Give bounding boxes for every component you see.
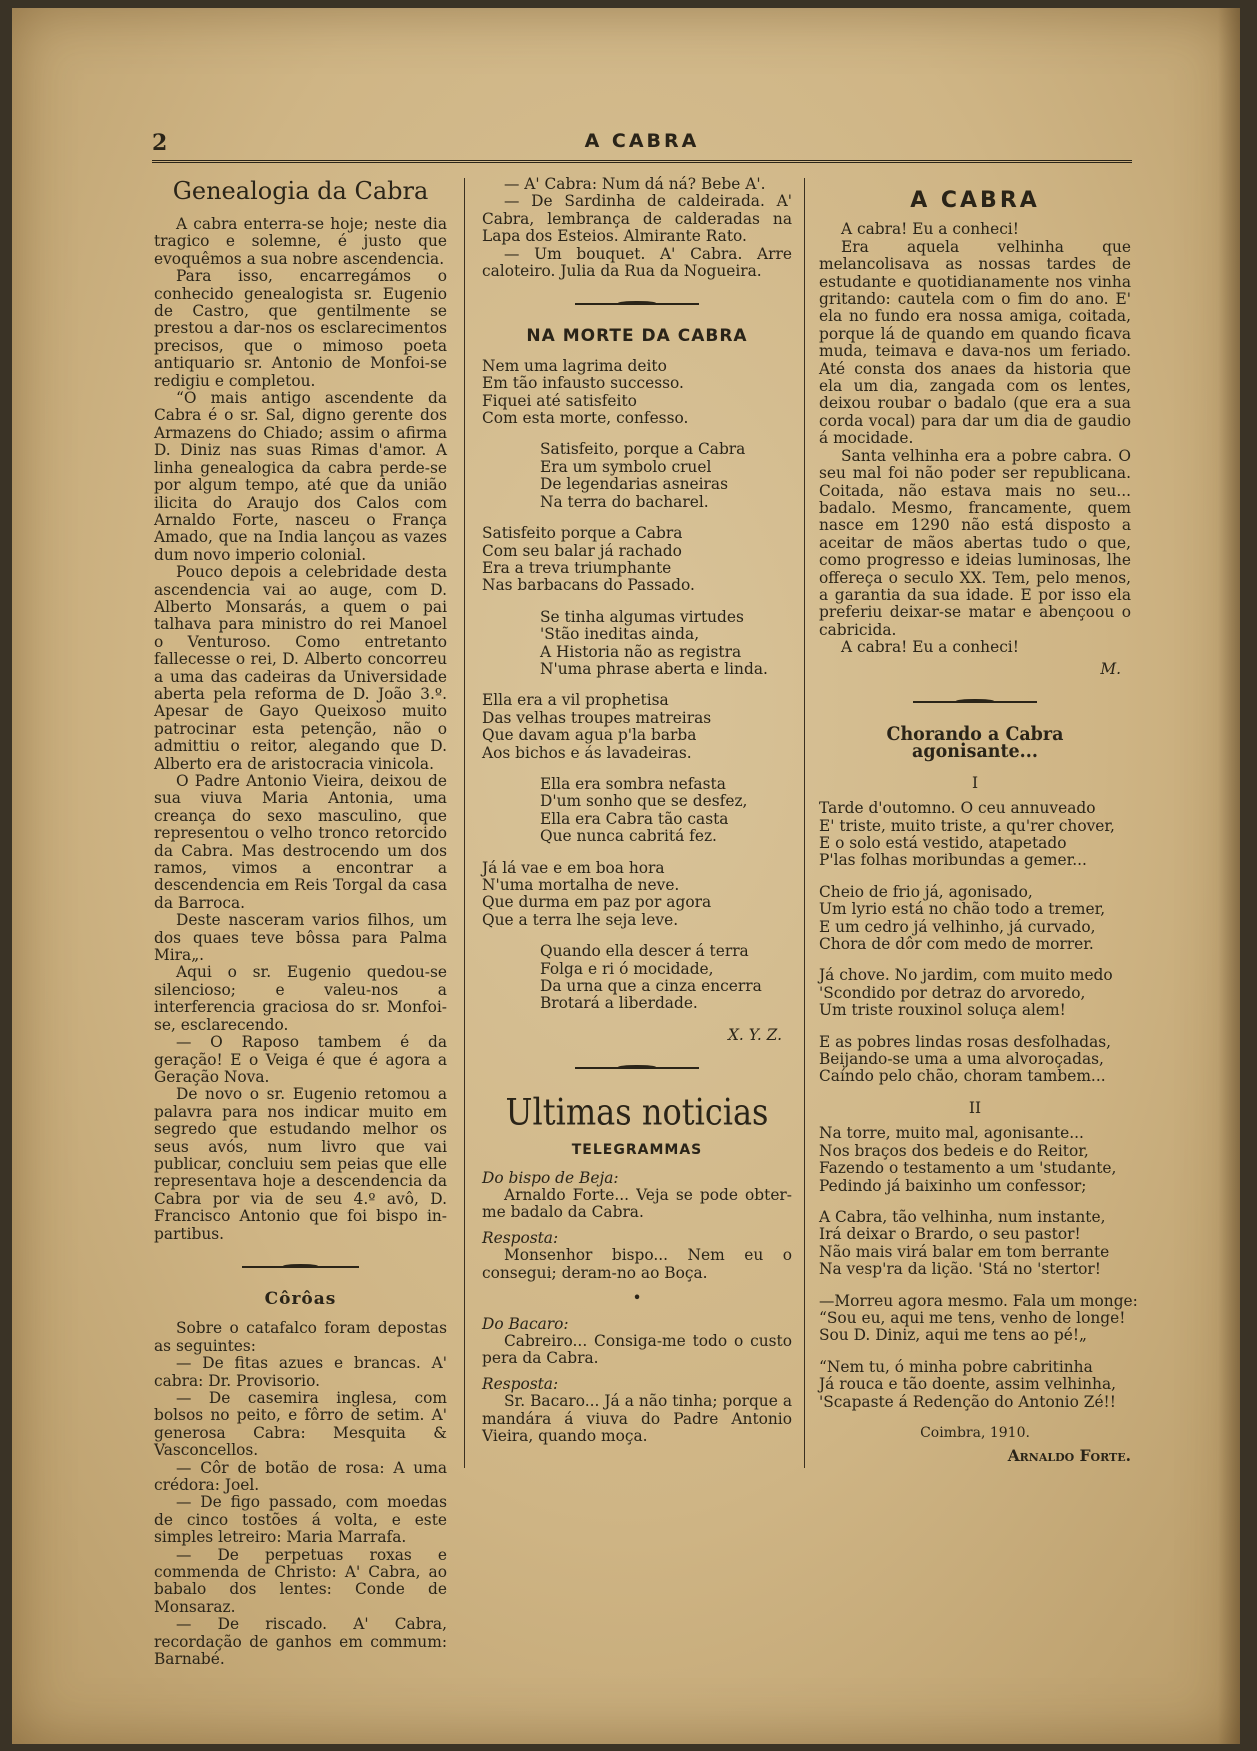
telegram-reply-label: Resposta:	[482, 1228, 559, 1247]
masthead: A CABRA	[584, 130, 700, 152]
poem-author: Arnaldo Forte.	[1007, 1447, 1131, 1466]
stanza	[819, 1034, 1131, 1086]
paragraph: A cabra enterra-se hoje; neste dia tragico e solemne, é justo que evoquêmos a sua nobre ascendencia.	[154, 215, 447, 268]
column-middle	[482, 176, 792, 1445]
telegram-reply: Monsenhor bispo... Nem eu o consegui; deram-no ao Boça.	[482, 1246, 792, 1282]
stanza	[819, 1291, 1138, 1345]
verse-line: 'Scondido por detraz do arvoredo,	[819, 983, 1086, 1002]
stanza	[482, 358, 792, 428]
verse-line: Sou D. Diniz, aqui me tens ao pé!„	[819, 1326, 1087, 1345]
article-signature: M.	[1100, 659, 1121, 678]
a-cabra-title: A CABRA	[910, 188, 1040, 213]
verse-line: E o solo está vestido, atapetado	[819, 834, 1067, 852]
verse-line: Chora de dôr com medo de morrer.	[819, 935, 1094, 954]
column-right	[819, 176, 1138, 1466]
sonnet-two	[819, 1124, 1138, 1411]
stanza	[482, 692, 792, 762]
verse-line: N'uma phrase aberta e linda.	[540, 659, 768, 678]
verse-line: Beijando-se uma a uma alvoroçadas,	[819, 1050, 1104, 1069]
verse-line: Satisfeito porque a Cabra	[482, 524, 683, 543]
section-separator	[482, 298, 792, 310]
coroa-item: — De fitas azues e brancas. A' cabra: Dr. Provisorio.	[154, 1354, 447, 1390]
verse-line: Que durma em paz por agora	[482, 893, 712, 912]
stanza	[819, 1359, 1131, 1411]
verse-line: Em tão infausto successo.	[482, 374, 684, 393]
paragraph: O Padre Antonio Vieira, deixou de sua viuva Maria Antonia, uma creança do sexo masculino, que representou o velho tronco retorcido da Cabra. Mas destrocendo um dos ramos, vimos a encontrar a descendencia em Reis Torgal da casa da Barroca.	[154, 772, 447, 912]
stanza	[482, 776, 792, 846]
verse-line: 'Stão ineditas ainda,	[540, 625, 700, 644]
stanza	[482, 525, 792, 595]
telegram-divider-dot: •	[632, 1289, 642, 1308]
stanza	[819, 1209, 1131, 1279]
coroa-item: — Côr de botão de rosa: A uma crédora: Joel.	[154, 1458, 447, 1495]
verse-line: Que davam agua p'la barba	[482, 726, 697, 745]
verse-line: Irá deixar o Brardo, o seu pastor!	[819, 1225, 1081, 1244]
coroas-continued	[482, 176, 792, 280]
na-morte-title: NA MORTE DA CABRA	[526, 326, 748, 347]
section-separator	[482, 1062, 792, 1074]
genealogia-article	[154, 216, 447, 1243]
sonnet-one	[819, 800, 1131, 1086]
section-separator	[819, 696, 1131, 708]
telegram-text: Cabreiro... Consiga-me todo o custo pera da Cabra.	[482, 1331, 792, 1368]
paragraph: Para isso, encarregámos o conhecido genealogista sr. Eugenio de Castro, que gentilmente se prestou a dar-nos os esclarecimentos precisos, que o mimoso poeta antiquario sr. Antonio de Monfoi-se redigiu e completou.	[154, 267, 447, 390]
paragraph: Aqui o sr. Eugenio quedou-se silencioso; e valeu-nos a interferencia graciosa do sr. Monfoi-se, esclarecendo.	[154, 963, 447, 1034]
verse-line: P'las folhas moribundas a gemer...	[819, 851, 1087, 870]
verse-line: Nem uma lagrima deito	[482, 356, 667, 375]
telegram-1	[482, 1170, 792, 1282]
verse-line: Fazendo o testamento a um 'studante,	[819, 1159, 1117, 1178]
telegrammas-title: TELEGRAMMAS	[571, 1142, 703, 1159]
coroa-item: — De Sardinha de caldeirada. A' Cabra, lembrança de calderadas na Lapa dos Esteios. Almirante Rato.	[482, 192, 792, 246]
telegram-sender: Do Bacaro:	[482, 1314, 569, 1333]
stanza	[819, 800, 1131, 870]
verse-line: E as pobres lindas rosas desfolhadas,	[819, 1032, 1112, 1051]
coroas-list	[154, 1320, 447, 1668]
verse-line: Já lá vae e em boa hora	[482, 858, 665, 877]
verse-line: Tarde d'outomno. O ceu annuveado	[819, 799, 1096, 818]
verse-line: Ella era sombra nefasta	[540, 774, 726, 793]
stanza	[819, 967, 1131, 1019]
stanza	[482, 441, 792, 511]
verse-line: —Morreu agora mesmo. Fala um monge:	[819, 1291, 1138, 1310]
verse-line: Folga e ri ó mocidade,	[540, 959, 714, 978]
verse-line: Fiquei até satisfeito	[482, 391, 637, 410]
verse-line: “Nem tu, ó minha pobre cabritinha	[819, 1357, 1093, 1376]
na-morte-poem	[482, 358, 792, 1013]
verse-line: A Historia não as registra	[540, 642, 742, 661]
verse-line: E um cedro já velhinho, já curvado,	[819, 917, 1096, 936]
verse-line: Pedindo já baixinho um confessor;	[819, 1176, 1087, 1195]
verse-line: Na vesp'ra da lição. 'Stá no 'stertor!	[819, 1260, 1101, 1279]
coroa-item: — De figo passado, com moedas de cinco tostões á volta, e este simples letreiro: Maria Marrafa.	[154, 1493, 447, 1547]
part-numeral: I	[971, 773, 979, 792]
newspaper-page	[12, 8, 1240, 1744]
stanza	[819, 1125, 1131, 1195]
verse-line: Das velhas troupes matreiras	[482, 708, 712, 727]
poem-signature: X. Y. Z.	[727, 1025, 782, 1044]
paragraph: Santa velhinha era a pobre cabra. O seu mal foi não poder ser republicana. Coitada, não estava mais no seu... badalo. Mesmo, francamente, quem nasce em 1290 não está disposto a aceitar de mãos abertas tudo o que, como progresso e ideias luminosas, lhe offereça o seculo XX. Tem, pelo menos, a garantia da sua idade. E por isso ela preferiu deixar-se matar e abençoou o cabricida.	[819, 446, 1131, 639]
telegram-sender: Do bispo de Beja:	[482, 1168, 619, 1187]
verse-line: Nos braços dos bedeis e do Reitor,	[819, 1141, 1089, 1160]
coroa-item: — De casemira inglesa, com bolsos no peito, e fôrro de setim. A' generosa Cabra: Mesquita & Vasconcellos.	[154, 1389, 447, 1460]
paragraph: De novo o sr. Eugenio retomou a palavra para nos indicar muito em segredo que estudando melhor os seus avós, num livro que vai publicar, concluiu sem peias que elle representava hoje a descendencia da Cabra por via de seu 4.º avô, D. Francisco Antonio que foi bispo in-partibus.	[154, 1085, 447, 1243]
verse-line: Ella era Cabra tão casta	[540, 809, 729, 828]
paragraph: A cabra! Eu a conheci!	[841, 638, 1019, 657]
page-header	[152, 130, 1132, 166]
coroas-title: Côrôas	[264, 1288, 337, 1309]
telegram-text: Arnaldo Forte... Veja se pode obter-me badalo da Cabra.	[482, 1186, 792, 1222]
verse-line: E' triste, muito triste, a qu'rer chover,	[819, 816, 1115, 835]
verse-line: 'Scapaste á Redenção do Antonio Zé!!	[819, 1392, 1116, 1411]
place-date: Coimbra, 1910.	[920, 1424, 1030, 1441]
verse-line: Na terra do bacharel.	[540, 492, 709, 511]
paragraph: Deste nasceram varios filhos, um dos quaes teve bôssa para Palma Mira„.	[154, 911, 447, 965]
column-left	[154, 176, 447, 1669]
verse-line: Caíndo pelo chão, choram tambem...	[819, 1067, 1106, 1086]
stanza	[482, 860, 792, 930]
verse-line: Com esta morte, confesso.	[482, 409, 689, 428]
verse-line: Se tinha algumas virtudes	[540, 607, 744, 626]
stanza	[819, 884, 1131, 954]
verse-line: Satisfeito, porque a Cabra	[540, 440, 746, 459]
ultimas-noticias-title: Ultimas noticias	[505, 1090, 769, 1135]
telegram-reply: Sr. Bacaro... Já a não tinha; porque a mandára á viuva do Padre Antonio Vieira, quando moça.	[482, 1392, 792, 1445]
paragraph: Era aquela velhinha que melancolisava as nossas tardes de estudante e quotidianamente nos vinha gritando: cautela com o fim do ano. E' ela no fundo era nossa amiga, coitada, porque lá de quando em quando ficava muda, teimava e dava-nos um feriado. Até consta dos anaes da historia que ela um dia, zangada com os lentes, deixou roubar o badalo (que era a sua corda vocal) para dar um dia de gaudio á mocidade.	[819, 237, 1131, 448]
verse-line: Com seu balar já rachado	[482, 541, 682, 560]
coroa-item: Sobre o catafalco foram depostas as seguintes:	[154, 1319, 447, 1355]
telegram-2	[482, 1316, 792, 1446]
verse-line: Era um symbolo cruel	[540, 457, 712, 476]
verse-line: Nas barbacans do Passado.	[482, 576, 695, 595]
verse-line: Era a treva triumphante	[482, 558, 672, 577]
coroa-item: — A' Cabra: Num dá ná? Bebe A'.	[504, 175, 766, 193]
verse-line: Já rouca e tão doente, assim velhinha,	[819, 1375, 1117, 1394]
verse-line: Já chove. No jardim, com muito medo	[819, 966, 1113, 985]
verse-line: Aos bichos e ás lavadeiras.	[482, 743, 692, 762]
coroa-item: — Um bouquet. A' Cabra. Arre caloteiro. Julia da Rua da Nogueira.	[482, 244, 792, 281]
verse-line: D'um sonho que se desfez,	[540, 792, 748, 811]
verse-line: A Cabra, tão velhinha, num instante,	[819, 1207, 1106, 1226]
coroa-item: — De riscado. A' Cabra, recordação de ganhos em commum: Barnabé.	[154, 1615, 447, 1669]
verse-line: “Sou eu, aqui me tens, venho de longe!	[819, 1308, 1126, 1327]
genealogia-title: Genealogia da Cabra	[172, 177, 429, 205]
verse-line: Na torre, muito mal, agonisante...	[819, 1124, 1084, 1143]
part-numeral: II	[968, 1098, 982, 1117]
chorando-title: Chorando a Cabra agonisante...	[886, 722, 1064, 763]
a-cabra-article	[819, 221, 1131, 656]
telegram-reply-label: Resposta:	[482, 1374, 559, 1393]
paragraph: Pouco depois a celebridade desta ascendencia vai ao auge, com D. Alberto Monsarás, a quem o pai talhava para ministro do rei Manoel o Venturoso. Como entretanto fallecesse o rei, D. Alberto concorreu a uma das cadeiras da Universidade aberta pela reforma de D. João 3.º. Apesar de Gayo Queixoso muito patrocinar esta petenção, não o admittiu o reitor, alegando que D. Alberto era de aristocracia vinicola.	[154, 563, 447, 773]
verse-line: Brotará a liberdade.	[540, 994, 698, 1013]
page-number: 2	[152, 130, 168, 156]
stanza	[482, 609, 792, 679]
header-rule	[152, 160, 1132, 166]
coroa-item: — De perpetuas roxas e commenda de Christo: A' Cabra, ao babalo dos lentes: Conde de Monsaraz.	[154, 1545, 447, 1616]
paragraph: A cabra! Eu a conheci!	[841, 220, 1019, 239]
column-divider-left	[464, 178, 465, 1468]
section-separator	[154, 1261, 447, 1273]
verse-line: Cheio de frio já, agonisado,	[819, 882, 1033, 901]
verse-line: Quando ella descer á terra	[540, 942, 749, 961]
paragraph: — O Raposo tambem é da geração! E o Veiga é que é agora a Geração Nova.	[154, 1033, 447, 1086]
verse-line: De legendarias asneiras	[540, 475, 728, 494]
verse-line: Não mais virá balar em tom berrante	[819, 1242, 1110, 1261]
verse-line: Da urna que a cinza encerra	[540, 977, 762, 996]
page-edge-shadow	[1218, 8, 1240, 1744]
verse-line: Que a terra lhe seja leve.	[482, 910, 679, 929]
verse-line: Que nunca cabritá fez.	[540, 827, 717, 846]
column-divider-right	[804, 178, 805, 1468]
verse-line: Um triste rouxinol soluça alem!	[819, 1001, 1066, 1020]
paragraph: “O mais antigo ascendente da Cabra é o sr. Sal, digno gerente dos Armazens do Chiado; assim o afirma D. Diniz nas suas Rimas d'amor. A linha genealogica da cabra perde-se por algum tempo, até que da união ilicita do Araujo dos Calos com Arnaldo Forte, nasceu o França Amado, que na India lançou as vazes dum novo imperio colonial.	[154, 389, 447, 564]
verse-line: Ella era a vil prophetisa	[482, 691, 669, 710]
stanza	[482, 943, 792, 1013]
verse-line: N'uma mortalha de neve.	[482, 876, 680, 894]
verse-line: Um lyrio está no chão todo a tremer,	[819, 900, 1106, 919]
